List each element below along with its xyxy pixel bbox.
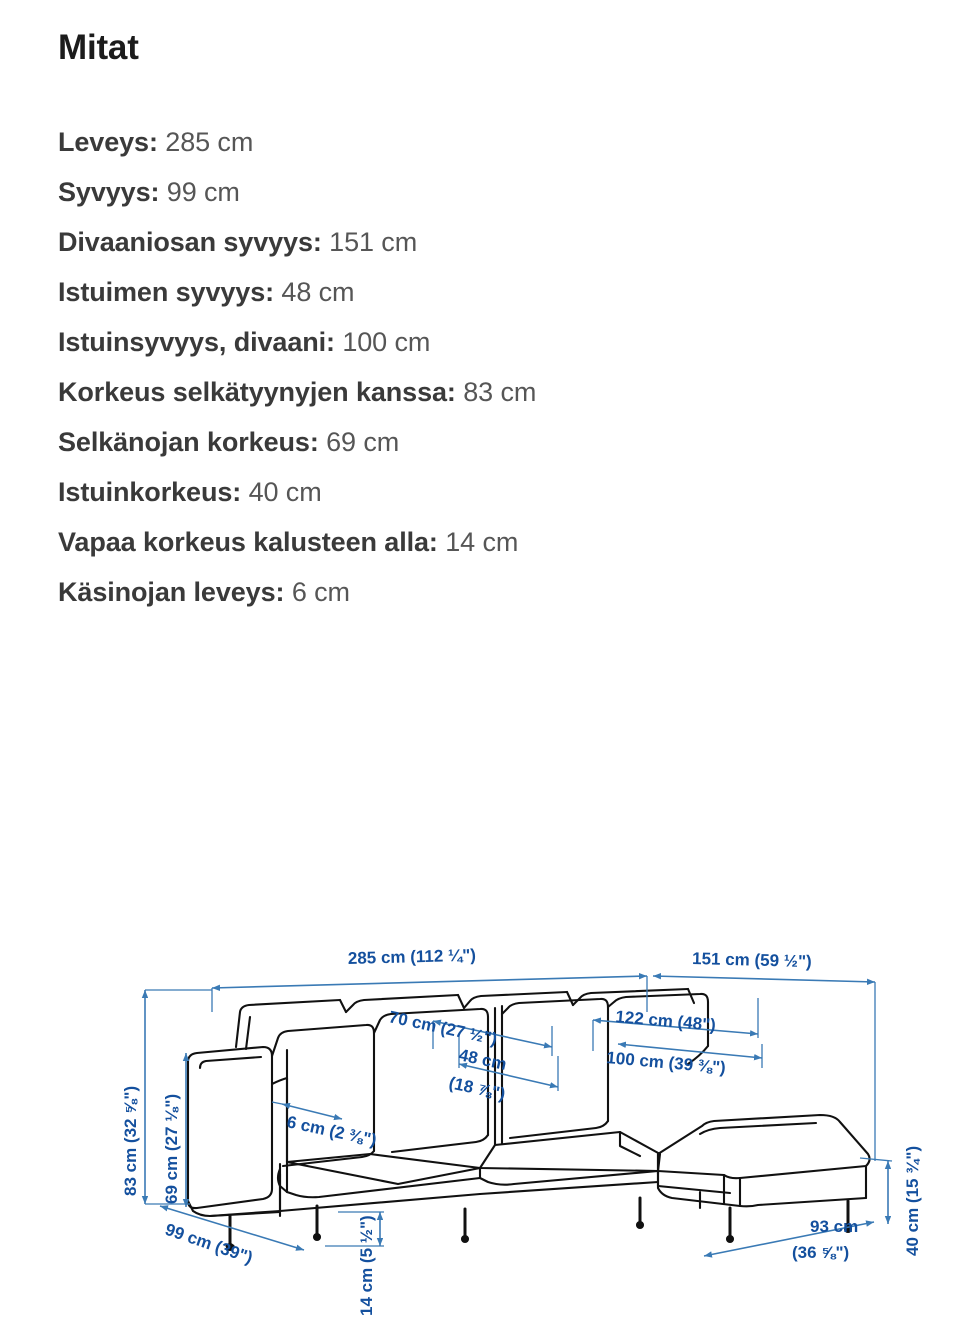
dim-label-seat-depth-line1: 48 cm xyxy=(457,1045,509,1074)
spec-value: 100 cm xyxy=(342,327,431,357)
page-title: Mitat xyxy=(58,28,139,67)
spec-label: Selkänojan korkeus: xyxy=(58,427,319,457)
dimension-spec-list xyxy=(58,117,960,617)
spec-row-back-height xyxy=(58,417,960,467)
dim-label-total-width: 285 cm (112 ¼") xyxy=(347,945,477,968)
spec-row-clearance xyxy=(58,517,960,567)
dim-label-chaise-seat-depth: 100 cm (39 ⅜") xyxy=(605,1048,727,1078)
dim-label-seat-depth-line2: (18 ⅞") xyxy=(447,1073,508,1104)
spec-row-armrest-width xyxy=(58,567,960,617)
dim-label-back-height: 69 cm (27 ⅛") xyxy=(162,1093,181,1204)
spec-label: Istuinsyvyys, divaani: xyxy=(58,327,335,357)
dim-label-chaise-seat-width: 122 cm (48") xyxy=(614,1007,717,1035)
dimension-labels xyxy=(121,946,922,1316)
dim-label-height-with-cushions: 83 cm (32 ⅝") xyxy=(121,1085,140,1196)
dim-label-clearance: 14 cm (5 ½") xyxy=(357,1215,376,1316)
spec-value: 99 cm xyxy=(166,177,240,207)
spec-value: 69 cm xyxy=(326,427,400,457)
spec-value: 40 cm xyxy=(248,477,322,507)
spec-value: 285 cm xyxy=(165,127,254,157)
dim-label-chaise-width-line1: 93 cm xyxy=(810,1217,859,1236)
dimensions-panel xyxy=(0,0,960,617)
spec-label: Istuinkorkeus: xyxy=(58,477,242,507)
spec-value: 83 cm xyxy=(463,377,537,407)
spec-row-width xyxy=(58,117,960,167)
dim-label-chaise-width-line2: (36 ⅝") xyxy=(792,1243,850,1262)
dim-label-chaise-depth: 151 cm (59 ½") xyxy=(691,949,812,972)
dim-label-seat-width: 70 cm (27 ½") xyxy=(387,1007,499,1049)
spec-value: 151 cm xyxy=(329,227,418,257)
spec-label: Vapaa korkeus kalusteen alla: xyxy=(58,527,438,557)
dim-label-depth: 99 cm (39") xyxy=(162,1219,256,1268)
spec-value: 6 cm xyxy=(291,577,350,607)
spec-label: Korkeus selkätyynyjen kanssa: xyxy=(58,377,456,407)
dim-label-seat-height: 40 cm (15 ¾") xyxy=(903,1145,922,1256)
sofa-dimension-drawing xyxy=(40,916,960,1323)
spec-label: Divaaniosan syvyys: xyxy=(58,227,322,257)
spec-value: 48 cm xyxy=(281,277,355,307)
spec-row-chaise-depth xyxy=(58,217,960,267)
spec-row-depth xyxy=(58,167,960,217)
spec-row-chaise-seat-depth xyxy=(58,317,960,367)
spec-label: Käsinojan leveys: xyxy=(58,577,285,607)
spec-row-seat-height xyxy=(58,467,960,517)
spec-label: Leveys: xyxy=(58,127,158,157)
spec-row-height-with-cushions xyxy=(58,367,960,417)
spec-label: Syvyys: xyxy=(58,177,160,207)
dim-label-armrest-width: 6 cm (2 ⅜") xyxy=(285,1112,379,1150)
spec-label: Istuimen syvyys: xyxy=(58,277,275,307)
spec-value: 14 cm xyxy=(445,527,519,557)
spec-row-seat-depth xyxy=(58,267,960,317)
